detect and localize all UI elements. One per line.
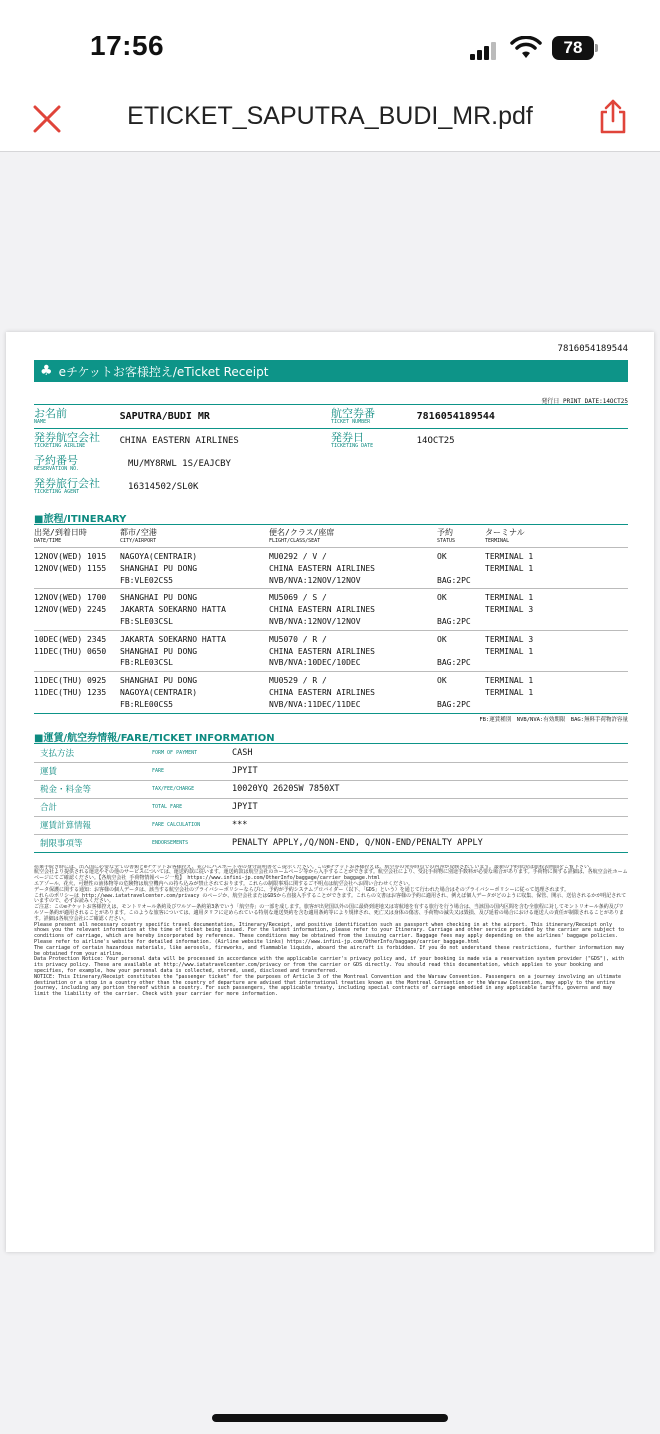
receipt-banner [34, 360, 628, 382]
fare-label-en: TAX/FEE/CHARGE [152, 786, 195, 793]
segment-datetime: 12NOV(WED) 1015 12NOV(WED) 1155 [34, 552, 107, 573]
status-bar [0, 0, 660, 96]
segment-flight: MU0292 / V / CHINA EASTERN AIRLINES NVB/NVA:12NOV/12NOV [269, 552, 375, 585]
fare-label-en: FORM OF PAYMENT [152, 749, 198, 756]
agent-label: 発券旅行会社 [34, 477, 100, 490]
itinerary-legend: FB:運賃種別 NVB/NVA:有効期限 BAG:無料手荷物許容量 [479, 716, 628, 723]
fare-value: JPYIT [232, 766, 258, 777]
passenger-name: SAPUTRA/BUDI MR [119, 411, 210, 422]
header-terminal-en: TERMINAL [485, 538, 510, 544]
segment-datetime: 10DEC(WED) 2345 11DEC(THU) 0650 [34, 634, 107, 656]
close-icon[interactable] [30, 102, 64, 136]
print-date: 発行日 PRINT DATE:14OCT25 [541, 398, 628, 405]
fare-value: *** [232, 820, 248, 831]
itinerary-row [34, 671, 628, 712]
fare-label: 税金・料金等 [40, 785, 92, 796]
battery-level: 78 [563, 38, 583, 57]
fare-row [34, 834, 628, 852]
reservation-info-row [34, 452, 628, 475]
ticket-number-label-en: TICKET NUMBER [331, 419, 371, 425]
legal-notice: 搭乗手続き時には、出入国に必要な全ての書類とeチケットお客様控え、並びにパスポート等の身分証明書をご提示ください。このeチケットお客様控えは、航空券の発券時点での内容が反映されています。最新の予約状況は旅程表画面をご覧下さい。 航空会社より提供される運送やその他のサービスについては、運送約款に従います。運送約款は航空会社のホームページ等から入手することができます。航空会社により、受託手荷物に別途手数料が必要な場合があります。手荷物に関する詳細は、各航空会社ホームページにてご確認ください。【各航空会社 手荷物情報ページ一覧】 https://www.infini-jp.com/OtherInfo/baggage/carrier_baggage.html エアゾール、花火、可燃性の液体物等の危険物は航空機内への持ち込みが禁止されております。これらの制限事項に関するご不明点は航空会社へお問い合わせください。 データ保護に関する通知：お客様の個人データは、該当する航空会社のプライバシーポリシーならびに、予約が予約システムプロバイダー（以下、「GDS」という）を通じて行われた場合はそのプライバシーポリシーに従って処理されます。 これらのポリシーは http://www.iatatravelcenter.com/privacy のページか、航空会社またはGDSから直接入手することができます。これらの文書はお客様の予約に適用され、例えば個人データがどのように収集、保管、開示、送信されるかが明記されていますので、必ずお読みください。 ご注意：このeチケットお客様控えは、モントリオール条約及びワルソー条約第3条でいう「航空券」の一部を成します。旅客が出発国以外の国に最終到達地又は寄航地を有する旅行を行う場合は、当該国の国内区間を含む全旅程に対してモントリオール条約及びワルソー条約が適用されることがあります。このような旅客については、適用タリフに定められている特別な運送契約を含む適用条約等により規律され、死亡又は身体の傷害、手荷物の滅失又は毀損、及び延着の場合における運送人の責任が制限されることがあります。詳細は各航空会社にご確認ください。 Please present all necessary country specific travel documentation, Itinerary/Receipt, and positive identification such as passport when checking in at the airport. This itinerary/Receipt only shows you the relevant information at the time of ticket being issued. For the latest information, please refer to your Itinerary. Carriage and other service provided by the carrier are subject to conditions of carriage, which are hereby incorporated by reference. These conditions may be obtained from the issuing carrier. Baggage fees may apply depending on the airlines' baggage policies. Please refer to airline's website for detailed information. (Airline website links) https://www.infini-jp.com/OtherInfo/baggage/carrier_baggage.html The carriage of certain hazardous materials, like aerosols, fireworks, and flammable liquids, aboard the aircraft is forbidden. If you do not understand these restrictions, further information may be obtained from your airline. Data Protection Notice: Your personal data will be processed in accordance with the applicable carrier's privacy policy and, if your booking is made via a reservation system provider ("GDS"), with its privacy policy. These are available at http://www.iatatravelcenter.com/privacy or from the carrier or GDS directly. You should read this documentation, which applies to your booking and specifies, for example, how your personal data is collected, stored, used, disclosed and transferred. NOTICE: This Itinerary/Receipt constitutes the "passenger ticket" for the purposes of Article 3 of the Montreal Convention and the Warsaw Convention. Passengers on a journey involving an ultimate destination or a stop in a country other than the country of departure are advised that international treaties known as the Montreal Convention or the Warsaw Convention, may apply to the entire journey, including any portion thereof within a country. For such passengers, the applicable treaty, including special contracts of carriage embodied in any applicable tariffs, governs and may limit the liability of the carrier. Check with your carrier for more information. [34, 864, 628, 998]
status-time: 17:56 [90, 30, 165, 61]
segment-status: OK BAG:2PC [437, 676, 471, 709]
fare-label-en: TOTAL FARE [152, 804, 183, 811]
header-status-jp: 予約 [437, 528, 453, 537]
fare-label: 支払方法 [40, 748, 75, 759]
segment-city: SHANGHAI PU DONG NAGOYA(CENTRAIR) FB:RLE00CS5 [120, 676, 198, 709]
header-flight-en: FLIGHT/CLASS/SEAT [269, 538, 321, 544]
ticketing-date-label: 発券日 [331, 431, 364, 444]
itinerary-row [34, 547, 628, 588]
segment-terminal: TERMINAL 3 TERMINAL 1 [485, 634, 534, 656]
airline-label-en: TICKETING AIRLINE [34, 443, 86, 449]
airline-label: 発券航空会社 [34, 431, 100, 444]
fare-label: 運賃 [40, 767, 58, 778]
segment-datetime: 12NOV(WED) 1700 12NOV(WED) 2245 [34, 593, 107, 615]
eticket-receipt [34, 344, 628, 998]
segment-status: OK BAG:2PC [437, 552, 471, 585]
segment-status: OK BAG:2PC [437, 634, 471, 668]
segment-status: OK BAG:2PC [437, 593, 471, 626]
top-ticket-number: 7816054189544 [557, 344, 628, 354]
fare-value: JPYIT [232, 802, 258, 813]
fare-row [34, 780, 628, 798]
fare-row [34, 744, 628, 762]
segment-city: NAGOYA(CENTRAIR) SHANGHAI PU DONG FB:VLE02CS5 [120, 552, 198, 585]
receipt-title: eチケットお客様控え/eTicket Receipt [58, 364, 269, 379]
fare-row [34, 762, 628, 780]
itinerary-row [34, 630, 628, 671]
fare-row [34, 798, 628, 816]
segment-flight: MU5069 / S / CHINA EASTERN AIRLINES NVB/NVA:12NOV/12NOV [269, 593, 375, 626]
fare-value: PENALTY APPLY,/Q/NON-END, Q/NON-END/PENALTY APPLY [232, 838, 483, 849]
clover-icon: ♣ [40, 363, 53, 379]
header-flight-jp: 便名/クラス/座席 [269, 528, 335, 537]
ticketing-agent: 16314502/SL0K [128, 481, 199, 492]
segment-flight: MU5070 / R / CHINA EASTERN AIRLINES NVB/NVA:10DEC/10DEC [269, 634, 375, 668]
segment-city: SHANGHAI PU DONG JAKARTA SOEKARNO HATTA FB:SLE03CSL [120, 593, 226, 626]
cellular-signal-icon [470, 40, 496, 60]
fare-label-en: FARE [152, 768, 165, 775]
segment-flight: MU0529 / R / CHINA EASTERN AIRLINES NVB/NVA:11DEC/11DEC [269, 676, 375, 709]
agent-label-en: TICKETING AGENT [34, 489, 80, 495]
fare-label: 合計 [40, 803, 58, 814]
ticket-number: 7816054189544 [416, 411, 495, 422]
fare-value: 10020YQ 2620SW 7850XT [232, 784, 340, 795]
segment-terminal: TERMINAL 1 TERMINAL 3 [485, 593, 534, 615]
fare-label-en: FARE CALCULATION [152, 822, 201, 829]
home-indicator[interactable] [212, 1414, 448, 1422]
fare-section-title: ■運賃/航空券情報/FARE/TICKET INFORMATION [34, 732, 275, 744]
itinerary-row [34, 588, 628, 629]
document-nav-bar [0, 96, 660, 152]
header-terminal-jp: ターミナル [485, 528, 525, 537]
agent-info-row [34, 475, 628, 498]
fare-label-en: ENDORSEMENTS [152, 840, 189, 847]
battery-icon [552, 36, 598, 60]
name-label: お名前 [34, 407, 67, 420]
share-icon[interactable] [596, 98, 630, 136]
name-label-en: NAME [34, 419, 47, 425]
segment-city: JAKARTA SOEKARNO HATTA SHANGHAI PU DONG FB:RLE03CSL [120, 634, 226, 668]
header-city-jp: 都市/空港 [120, 528, 157, 537]
segment-datetime: 11DEC(THU) 0925 11DEC(THU) 1235 [34, 676, 107, 697]
header-date-jp: 出発/到着日時 [34, 528, 87, 537]
passenger-info-row [34, 405, 628, 428]
fare-label: 運賃計算情報 [40, 821, 92, 832]
itinerary-section-title: ■旅程/ITINERARY [34, 514, 127, 525]
ticketing-airline: CHINA EASTERN AIRLINES [119, 435, 239, 446]
fare-value: CASH [232, 747, 253, 758]
fare-label: 制限事項等 [40, 839, 83, 850]
itinerary-header [34, 525, 628, 547]
segment-terminal: TERMINAL 1 TERMINAL 1 [485, 676, 534, 697]
ticketing-date: 14OCT25 [416, 435, 455, 446]
segment-terminal: TERMINAL 1 TERMINAL 1 [485, 552, 534, 573]
header-status-en: STATUS [437, 538, 456, 544]
ticketing-date-label-en: TICKETING DATE [331, 443, 374, 449]
reservation-number: MU/MY8RWL 1S/EAJCBY [128, 458, 231, 469]
wifi-icon [510, 36, 542, 60]
pdf-page[interactable] [6, 332, 654, 1252]
reservation-label-en: RESERVATION NO. [34, 466, 80, 472]
document-title: ETICKET_SAPUTRA_BUDI_MR.pdf [127, 102, 533, 130]
fare-row [34, 816, 628, 834]
airline-info-row [34, 429, 628, 452]
header-date-en: DATE/TIME [34, 538, 62, 544]
header-city-en: CITY/AIRPORT [120, 538, 157, 544]
ticket-number-label: 航空券番 [331, 407, 375, 420]
reservation-label: 予約番号 [34, 454, 78, 467]
